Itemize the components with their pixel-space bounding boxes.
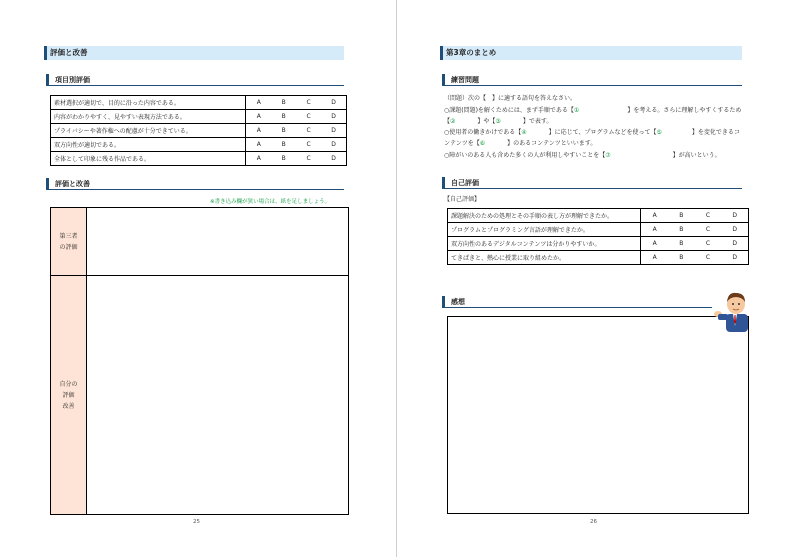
impression-writing-area[interactable] [447, 316, 749, 514]
grade-option[interactable]: B [679, 254, 684, 261]
blank-number: ① [573, 107, 580, 114]
teacher-avatar-icon [708, 288, 752, 332]
criteria-item: プログラムとプログラミング言語が理解できたか。 [448, 223, 641, 237]
grade-option[interactable]: A [652, 240, 657, 247]
blank-number: ⑥ [479, 140, 486, 147]
grade-option[interactable]: C [705, 240, 711, 247]
question-text: 】が高いという。 [672, 152, 721, 159]
third-party-writing-area[interactable] [88, 208, 348, 275]
grade-option[interactable]: D [331, 99, 336, 106]
self-eval-table [447, 208, 749, 265]
criteria-subheading: 項目別評価 [46, 74, 344, 86]
table-row [448, 251, 749, 265]
table-row [51, 110, 347, 124]
grade-options [641, 251, 749, 265]
evaluation-box [50, 207, 349, 515]
criteria-item: 双方向性のあるデジタルコンテンツは分かりやすいか。 [448, 237, 641, 251]
grade-option[interactable]: B [679, 226, 684, 233]
question-text: 】を考える。さらに理解しやすくするため [627, 107, 742, 114]
grade-option[interactable]: A [652, 226, 657, 233]
third-party-label: 第三者 の評価 [51, 208, 87, 275]
exercise-subheading: 練習問題 [442, 74, 742, 86]
criteria-item: てきぱきと、熱心に授業に取り組めたか。 [448, 251, 641, 265]
grade-option[interactable]: C [306, 127, 311, 134]
grade-option[interactable]: B [281, 113, 286, 120]
question-text: ○課題(問題)を解くためには、まず手順である【 [444, 107, 574, 114]
question-text: 】で表す。 [522, 118, 553, 125]
self-eval-subheading: 自己評価 [442, 177, 742, 189]
grade-options [246, 110, 347, 124]
grade-option[interactable]: B [679, 240, 684, 247]
criteria-item: 双方向性が適切である。 [51, 138, 246, 152]
grade-option[interactable]: C [306, 113, 311, 120]
grade-options [246, 152, 347, 166]
criteria-item: 全体として印象に残る作品である。 [51, 152, 246, 166]
grade-options [641, 223, 749, 237]
question-text: ○障がいのある人も含めた多くの人が利用しやすいことを【 [444, 152, 606, 159]
grade-options [246, 138, 347, 152]
grade-option[interactable]: C [705, 254, 711, 261]
grade-options [246, 124, 347, 138]
criteria-item: 課題解決のための処理とその手順の表し方が理解できたか。 [448, 209, 641, 223]
exercise-question [444, 151, 721, 160]
table-row [448, 223, 749, 237]
exercise-instruction: （問題）次の【 】に適する語句を答えなさい。 [444, 95, 577, 102]
criteria-item: 内容がわかりやすく、見やすい表現方法である。 [51, 110, 246, 124]
left-section-title: 評価と改善 [44, 46, 344, 60]
blank-number: ④ [521, 129, 527, 136]
grade-option[interactable]: D [732, 254, 737, 261]
blank-number: ② [450, 118, 456, 125]
criteria-item: プライバシーや著作権への配慮が十分できている。 [51, 124, 246, 138]
self-evaluation-label: 自分の 評価 改善 [51, 276, 87, 514]
grade-option[interactable]: B [281, 127, 286, 134]
grade-option[interactable]: D [732, 240, 737, 247]
table-row [51, 124, 347, 138]
grade-option[interactable]: B [281, 141, 286, 148]
exercise-question [444, 117, 552, 126]
grade-option[interactable]: A [256, 127, 261, 134]
grade-option[interactable]: B [281, 155, 286, 162]
exercise-question [444, 139, 596, 148]
right-section-title: 第3章のまとめ [440, 46, 742, 60]
table-row [448, 209, 749, 223]
self-evaluation-writing-area[interactable] [88, 276, 348, 514]
question-text: ○使用者の働きかけである【 [444, 129, 522, 136]
grade-option[interactable]: D [732, 226, 737, 233]
criteria-item: 素材選択が適切で、目的に沿った内容である。 [51, 96, 246, 110]
left-page-number: 25 [193, 519, 200, 525]
grade-option[interactable]: A [256, 141, 261, 148]
blank-number: ⑦ [605, 152, 611, 159]
grade-options [246, 96, 347, 110]
grade-option[interactable]: D [331, 141, 336, 148]
question-text: 】に応じて、プログラムなどを使って【 [548, 129, 657, 136]
grade-options [641, 209, 749, 223]
writing-space-note: ※書き込み欄が狭い場合は、紙を足しましょう。 [210, 199, 331, 205]
exercise-question [444, 128, 740, 137]
grade-option[interactable]: C [306, 155, 311, 162]
grade-option[interactable]: D [331, 113, 336, 120]
table-row [51, 152, 347, 166]
grade-option[interactable]: D [732, 212, 737, 219]
blank-number: ⑤ [656, 129, 662, 136]
exercise-question [444, 106, 741, 115]
grade-option[interactable]: C [705, 226, 711, 233]
evaluation-subheading: 評価と改善 [46, 178, 344, 190]
grade-option[interactable]: A [652, 212, 657, 219]
grade-option[interactable]: D [331, 155, 336, 162]
blank-number: ③ [495, 118, 501, 125]
right-page-number: 26 [590, 519, 597, 525]
question-text: ンテンツを【 [444, 140, 480, 147]
grade-option[interactable]: D [331, 127, 336, 134]
grade-option[interactable]: C [705, 212, 711, 219]
grade-option[interactable]: C [306, 99, 311, 106]
self-eval-caption: 【自己評価】 [444, 196, 481, 203]
criteria-table [50, 95, 347, 166]
grade-option[interactable]: A [256, 155, 261, 162]
grade-option[interactable]: C [306, 141, 311, 148]
grade-option[interactable]: A [652, 254, 657, 261]
question-text: 【 [444, 118, 451, 125]
table-row [51, 96, 347, 110]
grade-option[interactable]: A [256, 99, 261, 106]
grade-options [641, 237, 749, 251]
table-row [51, 138, 347, 152]
grade-option[interactable]: B [281, 99, 286, 106]
table-row [448, 237, 749, 251]
question-text: 】のあるコンテンツといいます。 [507, 140, 597, 147]
grade-option[interactable]: B [679, 212, 684, 219]
question-text: 】を変化できるコ [691, 129, 740, 136]
impression-subheading: 感想 [442, 296, 712, 308]
grade-option[interactable]: A [256, 113, 261, 120]
question-text: 】や【 [477, 118, 496, 125]
